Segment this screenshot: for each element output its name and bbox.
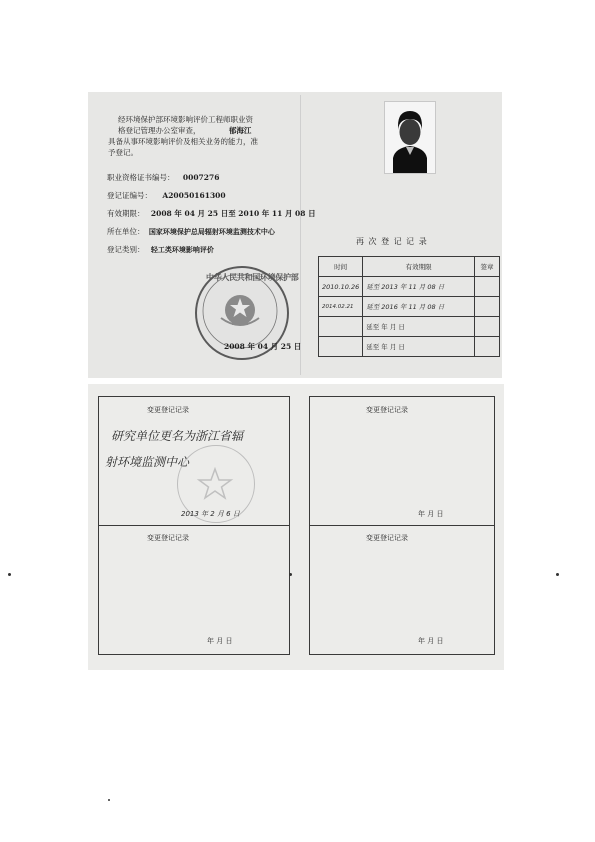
table-row	[319, 277, 500, 297]
intro-text	[108, 114, 258, 158]
row-time: 2010.10.26	[319, 277, 363, 297]
change-record-box	[309, 396, 495, 526]
change-note-line: 射环境监测中心	[105, 455, 190, 469]
seal-date: 2008 年 04 月 25 日	[224, 342, 302, 351]
scan-speck	[8, 573, 11, 576]
scan-speck	[108, 799, 110, 801]
change-record-box	[98, 396, 290, 526]
re-registration-title: 再 次 登 记 记 录	[356, 237, 428, 246]
change-record-title: 变更登记记录	[147, 406, 189, 414]
change-note-line: 研究单位更名为浙江省辐	[111, 429, 244, 443]
row-period: 延至 2013 年 11 月 08 日	[363, 277, 475, 297]
table-row	[319, 297, 500, 317]
intro-line: 予登记。	[108, 148, 138, 157]
row-signature	[475, 297, 500, 317]
validity-row: 有效期限： 2008 年 04 月 25 日至 2010 年 11 月 08 日	[107, 209, 316, 218]
row-period: 延至 年 月 日	[363, 317, 475, 337]
change-record-box	[309, 525, 495, 655]
header-time: 时间	[319, 257, 363, 277]
change-date: 2013 年 2 月 6 日	[181, 510, 240, 518]
holder-name: 郁海江	[228, 126, 252, 135]
center-fold	[300, 95, 301, 375]
intro-line: 具备从事环境影响评价及相关业务的能力，准	[108, 137, 258, 146]
cert-no-value: 0007276	[182, 173, 220, 182]
employer-value: 国家环境保护总局辐射环境监测技术中心	[148, 227, 275, 236]
intro-line: 格登记管理办公室审查， 郁海江	[118, 126, 252, 135]
row-signature	[475, 277, 500, 297]
change-record-box	[98, 525, 290, 655]
change-record-title: 变更登记记录	[366, 534, 408, 542]
portrait-icon	[385, 102, 435, 173]
row-signature	[475, 317, 500, 337]
table-row	[319, 337, 500, 357]
change-record-title: 变更登记记录	[147, 534, 189, 542]
category-value: 轻工类环境影响评价	[150, 245, 214, 254]
row-signature	[475, 337, 500, 357]
row-time	[319, 337, 363, 357]
table-header-row	[319, 257, 500, 277]
change-date: 年 月 日	[418, 637, 444, 645]
re-registration-table	[318, 256, 500, 357]
row-period: 延至 2016 年 11 月 08 日	[363, 297, 475, 317]
cert-no-row: 职业资格证书编号： 0007276	[107, 173, 220, 182]
reg-no-row: 登记证编号： A20050161300	[107, 191, 226, 200]
seal-arc-text: 中华人民共和国环境保护部	[206, 272, 299, 282]
row-time	[319, 317, 363, 337]
header-period: 有效期限	[363, 257, 475, 277]
holder-photo	[384, 101, 436, 174]
validity-value: 2008 年 04 月 25 日至 2010 年 11 月 08 日	[150, 209, 316, 218]
reg-no-value: A20050161300	[162, 191, 226, 200]
change-date: 年 月 日	[418, 510, 444, 518]
intro-line: 经环境保护部环境影响评价工程师职业资	[118, 115, 253, 124]
header-signature: 签章	[475, 257, 500, 277]
change-record-title: 变更登记记录	[366, 406, 408, 414]
employer-row: 所在单位： 国家环境保护总局辐射环境监测技术中心	[107, 227, 275, 236]
scan-speck	[556, 573, 559, 576]
table-row	[319, 317, 500, 337]
change-date: 年 月 日	[207, 637, 233, 645]
row-period: 延至 年 月 日	[363, 337, 475, 357]
scan-speck	[289, 573, 292, 576]
row-time: 2014.02.21	[319, 297, 363, 317]
category-row: 登记类别： 轻工类环境影响评价	[107, 245, 214, 254]
